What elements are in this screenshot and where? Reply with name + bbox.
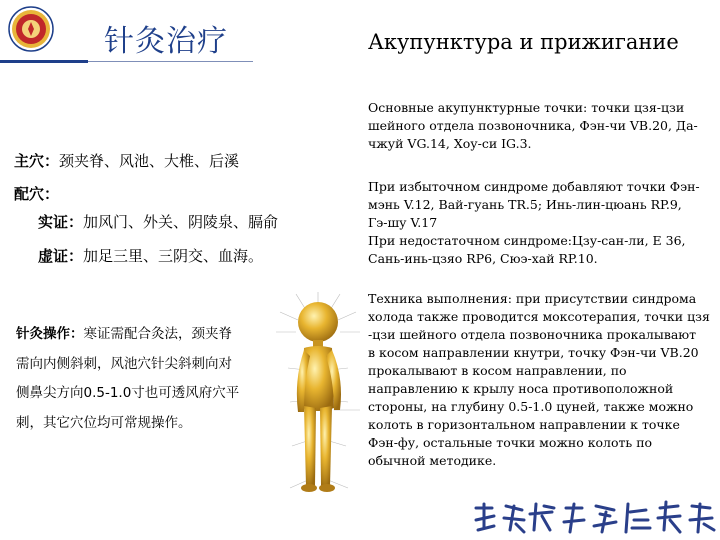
operation-text-1: 寒证需配合灸法，颈夹脊	[83, 326, 232, 342]
ru-line: обычной методике.	[368, 453, 497, 468]
excess-label: 实证：	[38, 213, 84, 231]
header-rule-thin	[88, 61, 253, 62]
ru-line: чжуй VG.14, Хоу-си IG.3.	[368, 136, 532, 151]
excess-line	[38, 211, 278, 232]
aux-points-label: 配穴：	[14, 185, 60, 203]
russian-title: Акупунктура и прижигание	[368, 30, 679, 54]
aux-points-line	[14, 183, 59, 204]
russian-block-syndromes	[368, 178, 720, 268]
deficiency-value: 加足三里、三阴交、血海。	[83, 247, 264, 265]
russian-block-technique	[368, 290, 720, 470]
university-logo	[8, 6, 54, 52]
deficiency-label: 虚证：	[38, 247, 84, 265]
ru-line: Сань-инь-цзяо RP6, Сюэ-хай RP.10.	[368, 251, 598, 266]
ru-line: Техника выполнения: при присутствии синдрома	[368, 291, 697, 306]
operation-line-3: 侧鼻尖方向0.5-1.0寸也可透风府穴平	[16, 385, 240, 401]
ru-line: прокалывают в косом направлении, по	[368, 363, 627, 378]
excess-value: 加风门、外关、阴陵泉、膈俞	[83, 213, 279, 231]
ru-line: в косом направлении кнутри, точку Фэн-чи VB.20	[368, 345, 699, 360]
russian-block-main-points	[368, 99, 720, 153]
operation-line-4: 刺，其它穴位均可常规操作。	[16, 415, 192, 431]
ru-line: стороны, на глубину 0.5-1.0 цуней, также можно	[368, 399, 694, 414]
ru-line: Гэ-шу V.17	[368, 215, 438, 230]
main-points-label: 主穴：	[14, 152, 60, 170]
ru-line: холода также проводится моксотерапия, точки цзя	[368, 309, 710, 324]
chinese-title: 针灸治疗	[104, 24, 228, 59]
ru-line: Основные акупунктурные точки: точки цзя-цзи	[368, 100, 685, 115]
ru-line: При избыточном синдроме добавляют точки Фэн-	[368, 179, 700, 194]
ru-line: шейного отдела позвоночника, Фэн-чи VB.20, Да-	[368, 118, 698, 133]
calligraphy-signature	[470, 498, 718, 538]
ru-line: -цзи шейного отдела позвоночника прокалывают	[368, 327, 697, 342]
main-points-value: 颈夹脊、风池、大椎、后溪	[59, 152, 240, 170]
operation-line-2: 需向内侧斜刺，风池穴针尖斜刺向对	[16, 356, 232, 372]
ru-line: мэнь V.12, Вай-гуань TR.5; Инь-лин-цюань RP.9,	[368, 197, 682, 212]
acupuncture-figure-illustration	[268, 290, 368, 510]
ru-line: направлению к крылу носа противоположной	[368, 381, 674, 396]
operation-line-1	[16, 322, 232, 342]
ru-line: Фэн-фу, остальные точки можно колоть по	[368, 435, 653, 450]
ru-line: При недостаточном синдроме:Цзу-сан-ли, E 36,	[368, 233, 686, 248]
header-rule-thick	[0, 60, 88, 63]
main-points-line	[14, 150, 239, 171]
deficiency-line	[38, 245, 263, 266]
operation-label: 针灸操作：	[16, 326, 84, 342]
ru-line: колоть в горизонтальном направлении к точке	[368, 417, 680, 432]
